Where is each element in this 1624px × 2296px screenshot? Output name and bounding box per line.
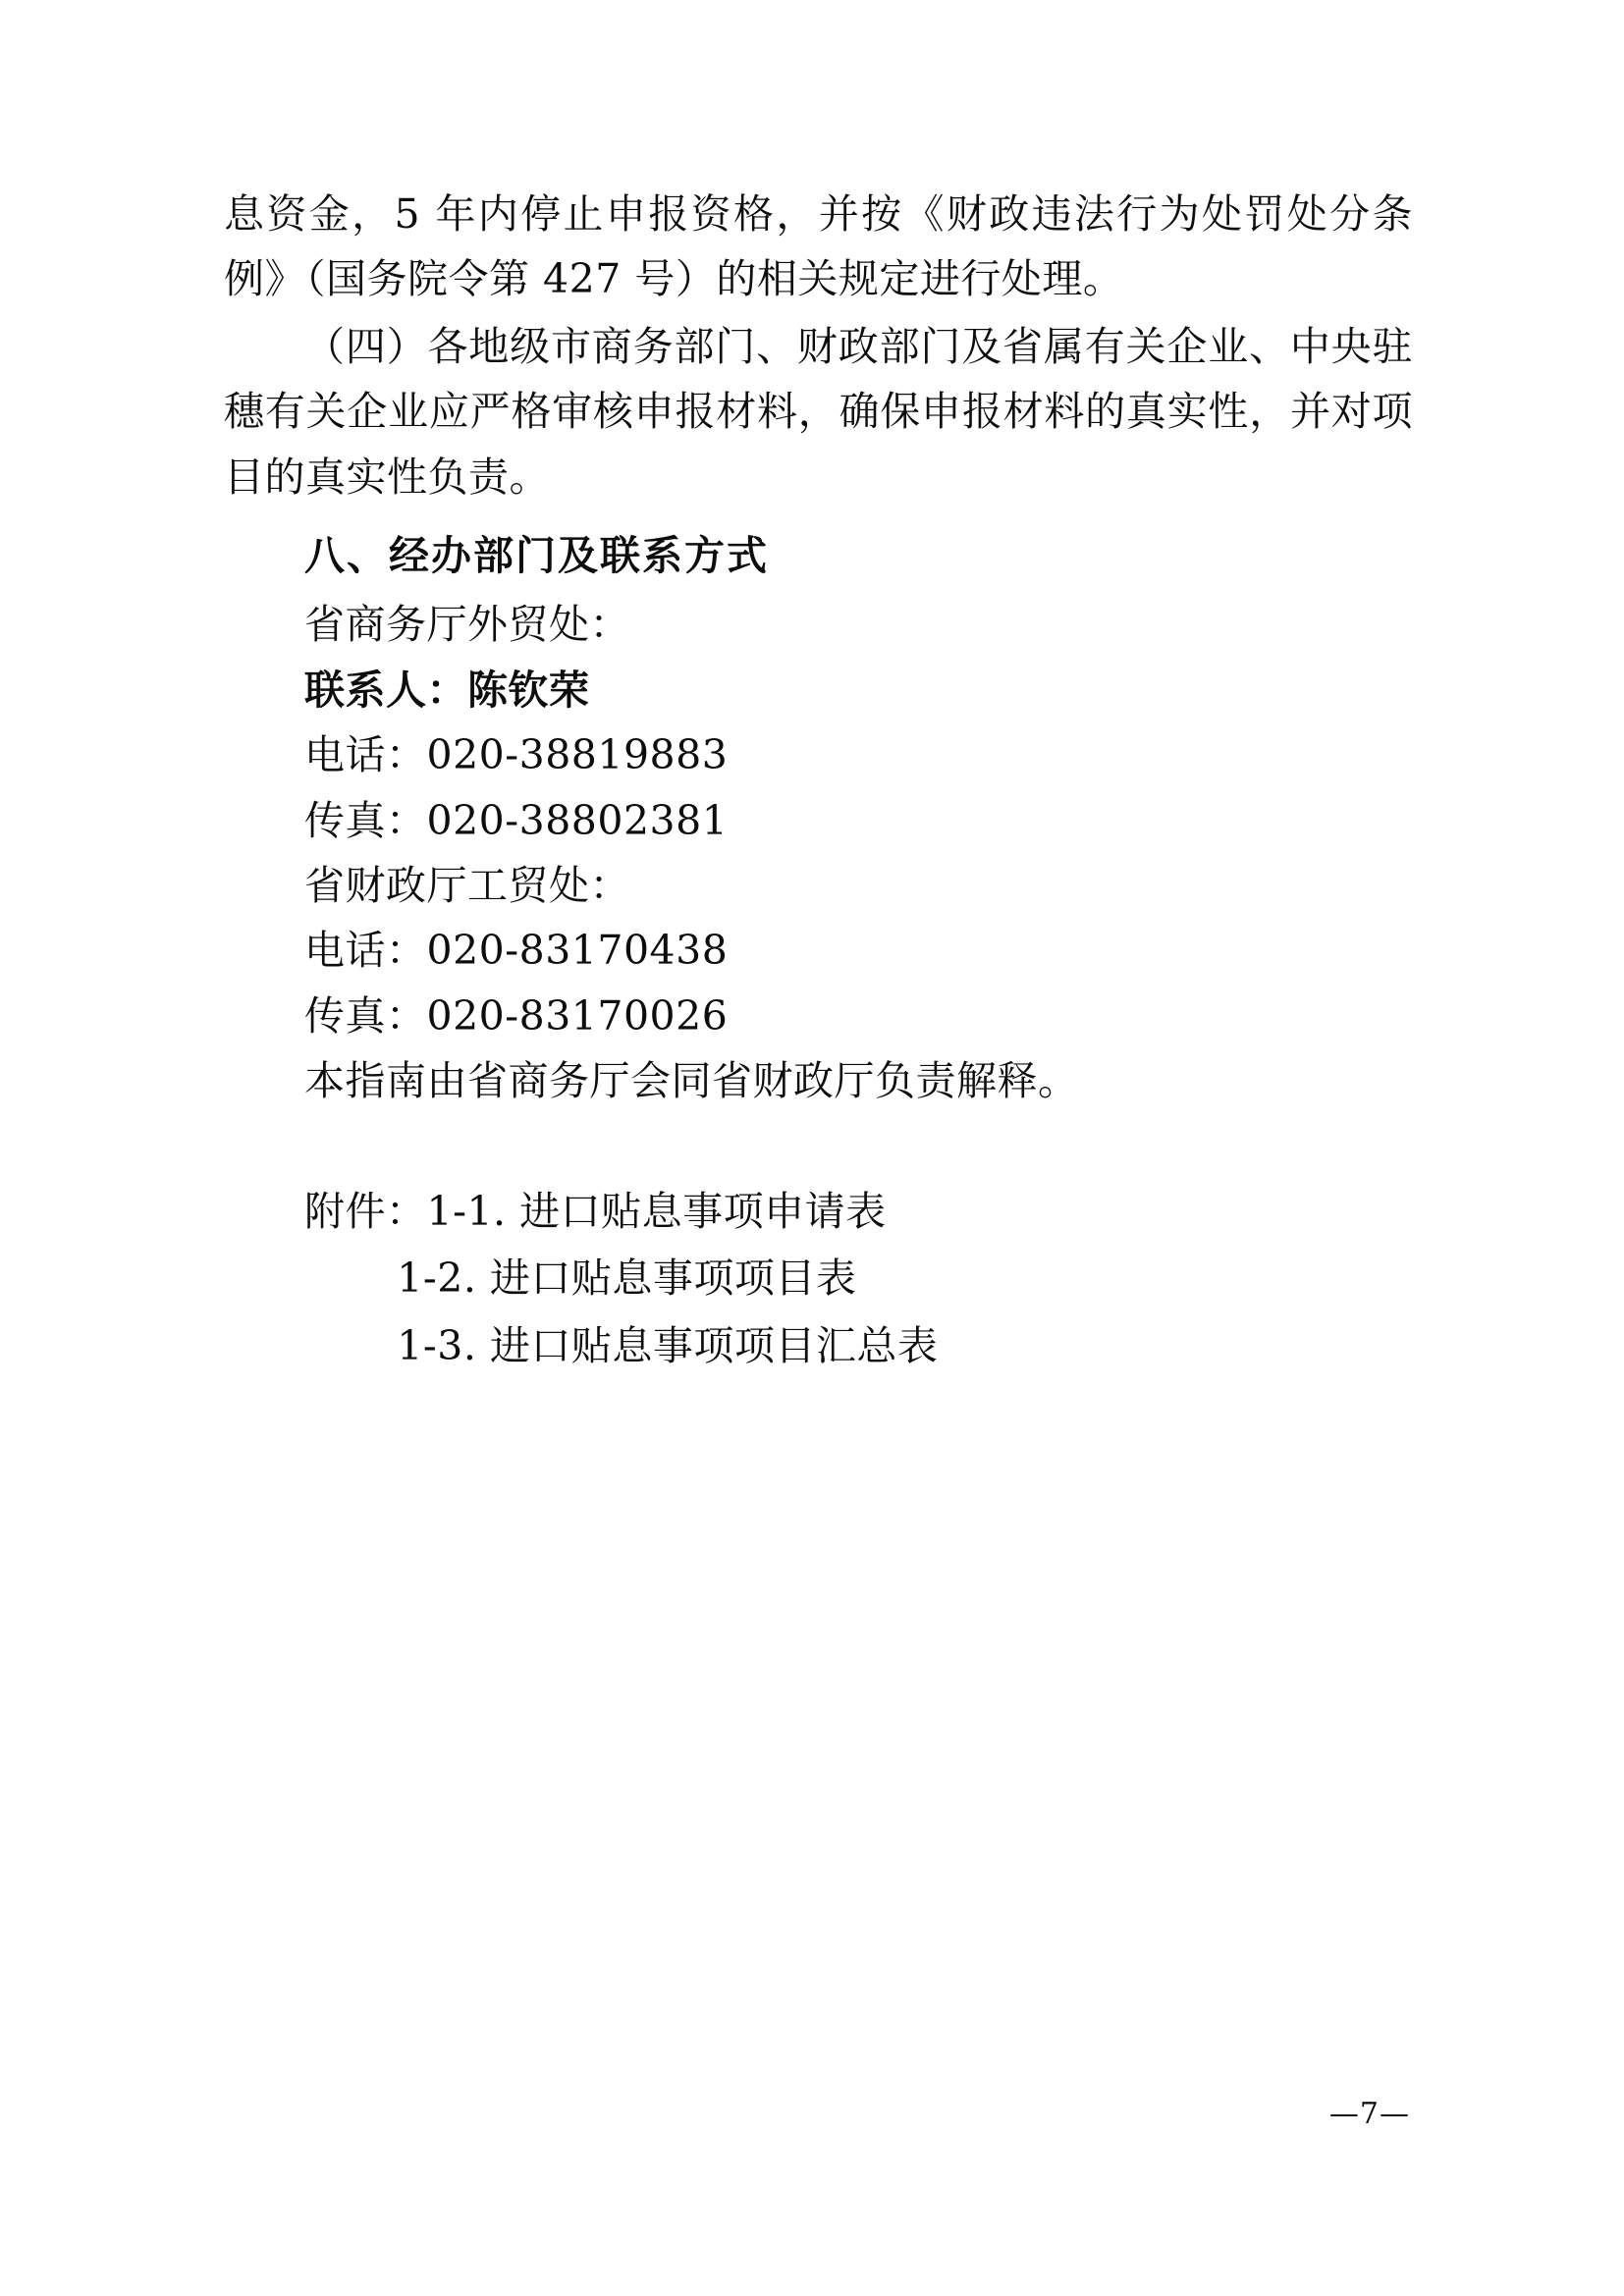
contact-fax-trade: 传真：020-38802381 bbox=[304, 796, 729, 844]
paragraph-continuation: 息资金，5 年内停止申报资格，并按《财政违法行为处罚处分条例》（国务院令第 427 号）的相关规定进行处理。 bbox=[224, 190, 1413, 303]
attachment-label: 附件： bbox=[304, 1187, 427, 1235]
attachment-item-1-text: 1-1. 进口贴息事项申请表 bbox=[426, 1187, 887, 1235]
paragraph-item-four: （四）各地级市商务部门、财政部门及省属有关企业、中央驻穗有关企业应严格审核申报材料，确保申报材料的真实性，并对项目的真实性负责。 bbox=[224, 322, 1413, 501]
attachment-item-1 bbox=[224, 1179, 1413, 1244]
section-heading-eight: 八、经办部门及联系方式 bbox=[304, 532, 769, 580]
contact-phone-trade: 电话：020-38819883 bbox=[304, 731, 729, 779]
contact-phone-finance: 电话：020-83170438 bbox=[304, 927, 729, 975]
contact-fax-finance: 传真：020-83170026 bbox=[304, 991, 729, 1040]
attachment-item-2: 1-2. 进口贴息事项项目表 bbox=[397, 1255, 857, 1303]
contact-department-trade: 省商务厅外贸处： bbox=[304, 601, 630, 649]
page-number: —7— bbox=[1328, 2097, 1410, 2131]
contact-person: 联系人：陈钦荣 bbox=[304, 666, 590, 714]
contact-department-finance: 省财政厅工贸处： bbox=[304, 862, 630, 910]
attachment-list bbox=[224, 1179, 1413, 1378]
attachment-item-3: 1-3. 进口贴息事项项目汇总表 bbox=[397, 1321, 939, 1369]
vertical-spacer bbox=[224, 1114, 1413, 1179]
interpretation-note: 本指南由省商务厅会同省财政厅负责解释。 bbox=[304, 1057, 1079, 1105]
document-body bbox=[224, 182, 1413, 1378]
